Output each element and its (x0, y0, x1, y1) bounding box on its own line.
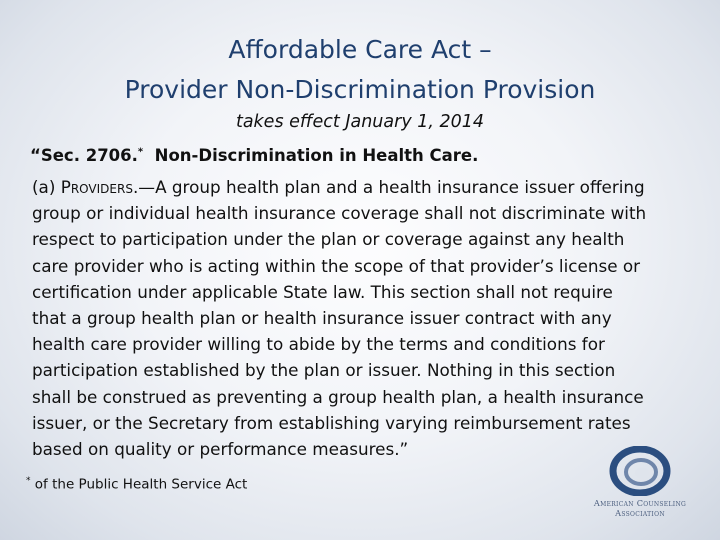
subsection-caps: roviders (70, 177, 133, 197)
logo-text (588, 498, 692, 518)
text-line: care provider who is acting within the scope of that provider’s license or (32, 255, 641, 276)
subtitle: takes effect January 1, 2014 (235, 112, 485, 132)
section-title: Non-Discrimination in Health Care. (154, 146, 479, 165)
footnote (26, 476, 247, 493)
footnote-text: of the Public Health Service Act (34, 476, 248, 493)
aca-logo (588, 446, 692, 518)
logo-line-2: Association (615, 508, 665, 518)
text-line: based on quality or performance measures.” (32, 439, 409, 460)
text-line: participation established by the plan or issuer. Nothing in this section (32, 360, 616, 381)
text-line: respect to participation under the plan or coverage against any health (32, 229, 625, 250)
text-line: health care provider willing to abide by the terms and conditions for (32, 334, 605, 355)
subsection-prefix: (a) P (32, 177, 71, 197)
text-line: that a group health plan or health insurance issuer contract with any (32, 308, 612, 329)
logo-line-1: American Counseling (593, 498, 687, 508)
title-line-1: Affordable Care Act – (228, 35, 492, 64)
text-line: certification under applicable State law. This section shall not require (32, 281, 613, 302)
text-line (32, 174, 704, 200)
line-1-rest: .—A group health plan and a health insurance issuer offering (132, 177, 645, 197)
text-line: issuer, or the Secretary from establishing varying reimbursement rates (32, 412, 631, 433)
aca-logo-icon (608, 446, 672, 496)
text-line: shall be construed as preventing a group health plan, a health insurance (32, 386, 644, 407)
title-line-2: Provider Non-Discrimination Provision (124, 75, 596, 104)
text-line: group or individual health insurance coverage shall not discriminate with (32, 203, 647, 224)
slide-title (0, 30, 720, 110)
provision-text (32, 174, 704, 462)
footnote-marker: * (26, 476, 31, 486)
section-marker: * (137, 146, 144, 158)
section-heading (30, 146, 478, 165)
section-number: “Sec. 2706. (30, 146, 138, 165)
